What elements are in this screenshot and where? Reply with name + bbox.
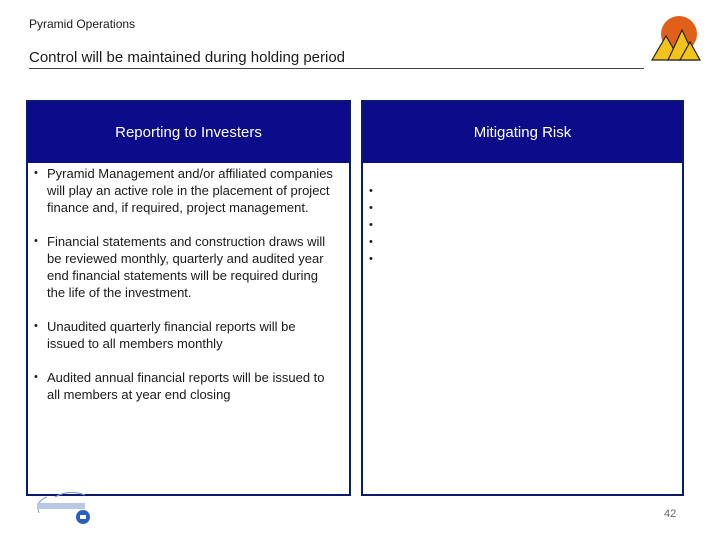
reporting-panel-heading: Reporting to Investers [28,102,349,163]
pyramid-logo-icon [648,12,702,66]
risk-list [363,163,682,268]
list-item [369,251,682,268]
list-item: • Audited annual financial reports will be issued to all members at year end closing [32,369,335,403]
list-item [369,200,682,217]
list-item: • Pyramid Management and/or affiliated companies will play an active role in the placement of project finance and, if required, project management. [32,165,335,216]
list-item [369,183,682,200]
header-title: Pyramid Operations [29,17,136,31]
risk-panel [361,100,684,496]
list-item [369,217,682,234]
reporting-panel [26,100,351,496]
list-item: • Unaudited quarterly financial reports will be issued to all members monthly [32,318,335,352]
footer-logo-icon [33,489,95,527]
divider [29,68,644,69]
reporting-list [28,163,349,403]
slide-subtitle: Control will be maintained during holding period [29,49,346,66]
list-item [369,234,682,251]
page-number: 42 [664,508,677,520]
risk-panel-heading: Mitigating Risk [363,102,682,163]
list-item: • Financial statements and construction draws will be reviewed monthly, quarterly and audited year end financial statements will be required during the life of the investment. [32,233,335,301]
